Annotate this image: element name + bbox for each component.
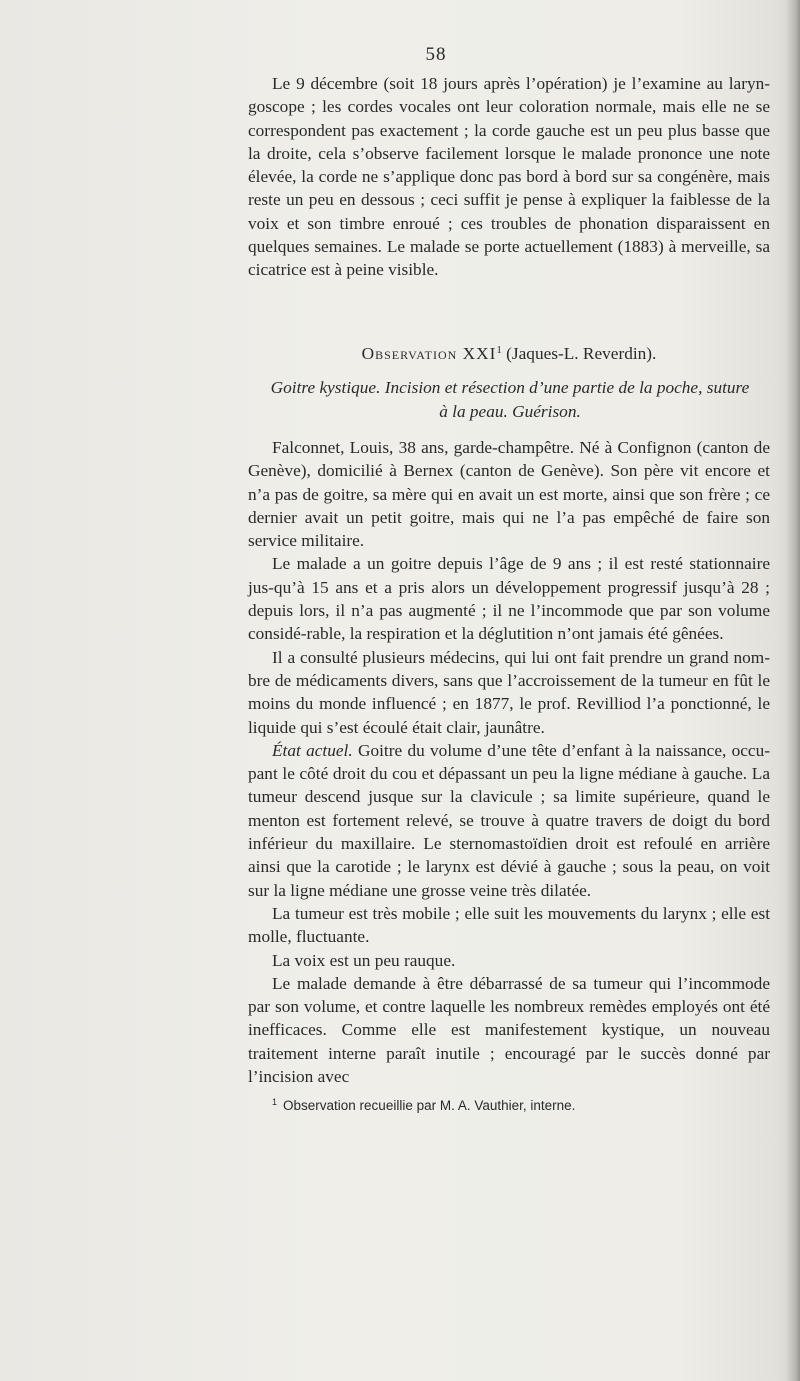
etat-label: État actuel. — [272, 740, 353, 760]
paragraph-voice: La voix est un peu rauque. — [272, 950, 456, 970]
observation-heading — [248, 338, 770, 366]
paragraph-treatment: Il a consulté plusieurs médecins, qui lui ont fait prendre un grand nom-bre de médicaments divers, sans que l’accroissement de la tumeur en fût le moins du monde influencé ; en 1877, le prof. Revilliod l’a ponctionné, le liquide qui s’est écoulé était clair, jaunâtre. — [248, 647, 770, 737]
observation-subtitle: Goitre kystique. Incision et résection d’une partie de la poche, suture à la peau. Guérison. — [270, 378, 750, 421]
intro-paragraph: Le 9 décembre (soit 18 jours après l’opération) je l’examine au laryn-goscope ; les cordes vocales ont leur coloration normale, mais elle ne se correspondent pas exactement ; la corde gauche est un peu plus basse que la droite, cela s’observe facilement lorsque le malade prononce une note élevée, la corde ne s’applique donc pas bord à bord sur sa congénère, mais reste un peu en dessous ; ceci suffit je pense à expliquer la faiblesse de la voix et son timbre enroué ; ces troubles de phonation disparaissent en quelques semaines. Le malade se porte actuellement (1883) à merveille, sa cicatrice est à peine visible. — [248, 74, 770, 280]
footnote-mark: 1 — [272, 1097, 278, 1107]
footnote — [272, 1093, 772, 1115]
paragraph-request: Le malade demande à être débarrassé de sa tumeur qui l’incommode par son volume, et contre laquelle les nombreux remèdes employés ont été inefficaces. Comme elle est manifestement kystique, un nouveau traitement interne paraît inutile ; encouragé par le succès donné par l’incision avec — [248, 973, 770, 1087]
observation-body — [248, 436, 770, 1088]
observation-author: (Jaques-L. Reverdin). — [506, 344, 657, 363]
paragraph-patient: Falconnet, Louis, 38 ans, garde-champêtre. Né à Confignon (canton de Genève), domicilié à Bernex (canton de Genève). Son père vit encore et n’a pas de goitre, sa mère qui en avait un est morte, ainsi que son frère ; ce dernier avait un petit goitre, mais qui ne l’a pas empêché de faire son service militaire. — [248, 438, 770, 551]
etat-text: Goitre du volume d’une tête d’enfant à la naissance, occu-pant le côté droit du cou et dépassant un peu la ligne médiane à gauche. La tumeur descend jusque sur la clavicule ; sa limite supérieure, quand le menton est fortement relevé, se trouve à quatre travers de doigt du bord inférieur du maxillaire. Le sternomastoïdien droit est refoulé en arrière ainsi que la carotide ; le larynx est dévié à gauche ; sous la peau, on voit sur la ligne médiane une grosse veine très dilatée. — [248, 740, 770, 900]
footnote-text: Observation recueillie par M. A. Vauthier, interne. — [283, 1098, 576, 1113]
paragraph-mobility: La tumeur est très mobile ; elle suit les mouvements du larynx ; elle est molle, fluctuante. — [248, 903, 770, 947]
page-number: 58 — [425, 44, 447, 65]
page-edge-shadow — [786, 0, 800, 1381]
paragraph-etat-actuel — [248, 739, 770, 902]
paragraph-history: Le malade a un goitre depuis l’âge de 9 ans ; il est resté stationnaire jus-qu’à 15 ans et a pris alors un développement progressif jusqu’à 28 ; depuis lors, il n’a pas augmenté ; il ne l’incommode que par son volume considé-rable, la respiration et la déglutition n’ont jamais été gênées. — [248, 554, 770, 644]
observation-label: Observation XXI — [361, 344, 497, 363]
footnote-reference: 1 — [496, 344, 502, 356]
